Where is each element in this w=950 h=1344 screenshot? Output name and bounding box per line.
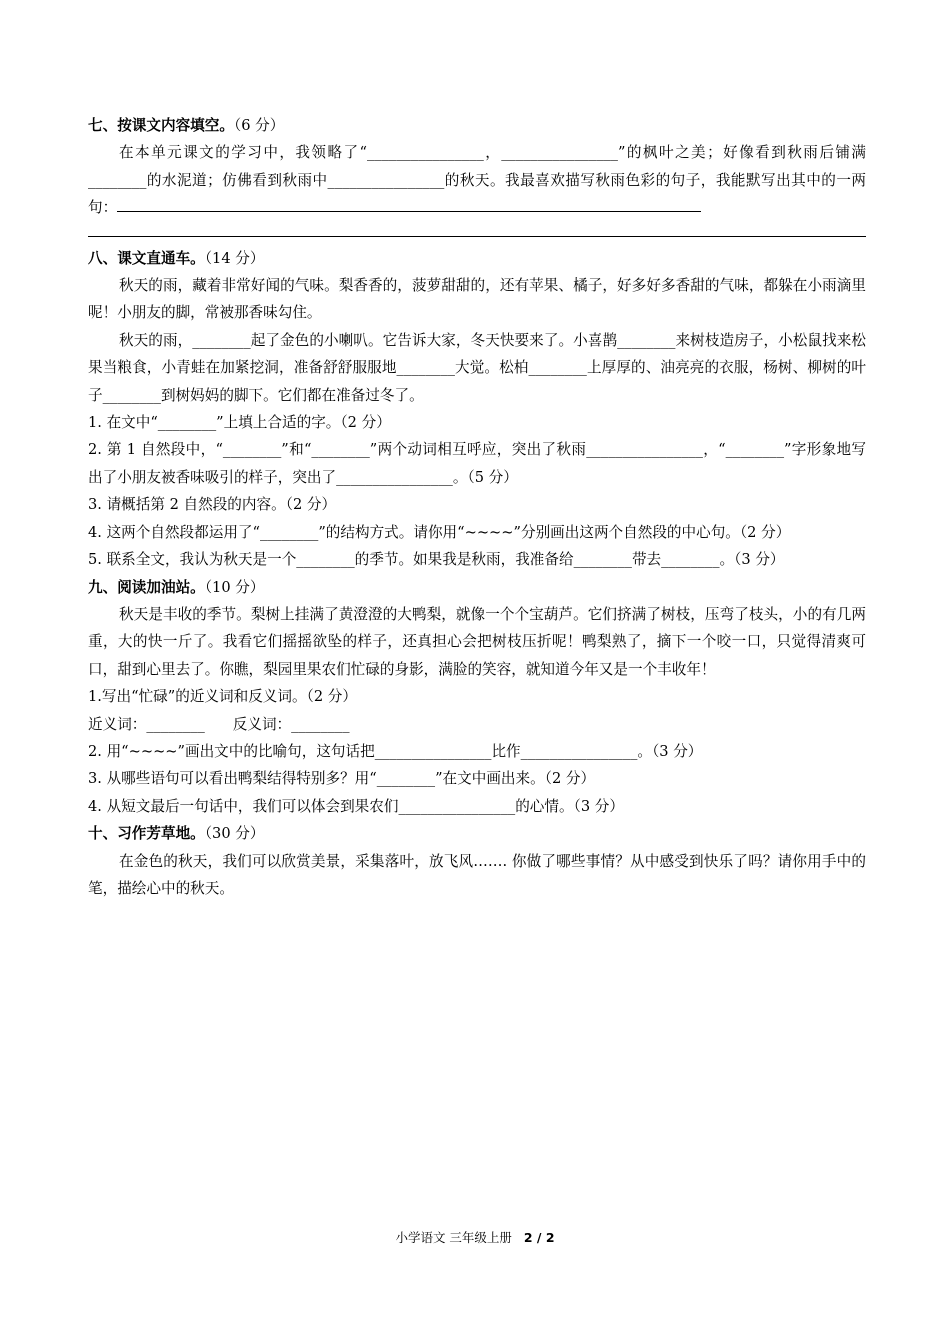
answer-line-2 [88,236,866,237]
section-9-question-2: 2. 用“~~~~”画出文中的比喻句，这句话把________________比作________________。（3 分） [88,742,703,760]
section-7-title: 七、按课文内容填空。 [88,117,234,134]
section-7-text [88,139,866,221]
section-9-score: （10 分） [204,578,265,596]
footer-subject: 小学语文 三年级上册 [395,1230,512,1245]
section-8-score: （14 分） [204,249,265,267]
section-8-heading [88,245,866,272]
exam-page [88,112,866,902]
section-8-question-2: 2. 第 1 自然段中，“________”和“________”两个动词相互呼应，突出了秋雨________________，“________”字形象地写出了小朋友被香味吸引的样子，突出了________________。（5 分） [88,441,866,486]
section-7-score: （6 分） [233,117,285,134]
section-10-heading [88,820,866,847]
section-8-title: 八、课文直通车。 [88,249,205,267]
section-9-title: 九、阅读加油站。 [88,578,205,596]
section-10-title: 十、习作芳草地。 [88,825,205,843]
page-number: 2 / 2 [523,1230,555,1245]
section-8-question-4: 4. 这两个自然段都运用了“________”的结构方式。请你用“~~~~”分别画出这两个自然段的中心句。（2 分） [88,523,791,541]
section-8-question-3: 3. 请概括第 2 自然段的内容。（2 分） [88,496,337,514]
synonym-answer: 近义词：________ [88,715,205,733]
section-7-passage: 在本单元课文的学习中，我领略了“________________，________________”的枫叶之美；好像看到秋雨后铺满________的水泥道；仿佛看到秋雨中________________的秋天。我最喜欢描写秋雨色彩的句子，我能默写出其中的一两句： [88,144,866,217]
section-9-question-1: 1.写出“忙碌”的近义词和反义词。（2 分） [88,688,357,706]
section-7-heading [88,112,866,139]
section-8-question-1: 1. 在文中“________”上填上合适的字。（2 分） [88,414,391,432]
section-10-score: （30 分） [204,825,265,843]
section-10-prompt: 在金色的秋天，我们可以欣赏美景，采集落叶，放飞风……. 你做了哪些事情？从中感受到快乐了吗？请你用手中的笔，描绘心中的秋天。 [88,852,866,897]
antonym-answer: 反义词：________ [232,715,350,733]
section-9-heading [88,574,866,601]
section-8-paragraph-2: 秋天的雨，________起了金色的小喇叭。它告诉大家，冬天快要来了。小喜鹊________来树枝造房子，小松鼠找来松果当粮食，小青蛙在加紧挖洞，准备舒舒服服地________大觉。松柏________上厚厚的、油亮亮的衣服，杨树、柳树的叶子________到树妈妈的脚下。它们都在准备过冬了。 [88,331,866,404]
section-8-question-5: 5. 联系全文，我认为秋天是一个________的季节。如果我是秋雨，我准备给________带去________。（3 分） [88,551,785,569]
section-9-question-3: 3. 从哪些语句可以看出鸭梨结得特别多？用“________”在文中画出来。（2 分） [88,770,596,788]
page-footer [0,1228,950,1246]
section-9-passage: 秋天是丰收的季节。梨树上挂满了黄澄澄的大鸭梨，就像一个个宝葫芦。它们挤满了树枝，压弯了枝头，小的有几两重，大的快一斤了。我看它们摇摇欲坠的样子，还真担心会把树枝压折呢！鸭梨熟了，摘下一个咬一口，只觉得清爽可口，甜到心里去了。你瞧，梨园里果农们忙碌的身影，满脸的笑容，就知道今年又是一个丰收年！ [88,605,866,678]
section-9-answer-row [88,711,866,738]
section-8-paragraph-1: 秋天的雨，藏着非常好闻的气味。梨香香的，菠萝甜甜的，还有苹果、橘子，好多好多香甜的气味，都躲在小雨滴里呢！小朋友的脚，常被那香味勾住。 [88,277,866,322]
answer-line [117,197,701,212]
section-9-question-4: 4. 从短文最后一句话中，我们可以体会到果农们________________的心情。（3 分） [88,797,624,815]
